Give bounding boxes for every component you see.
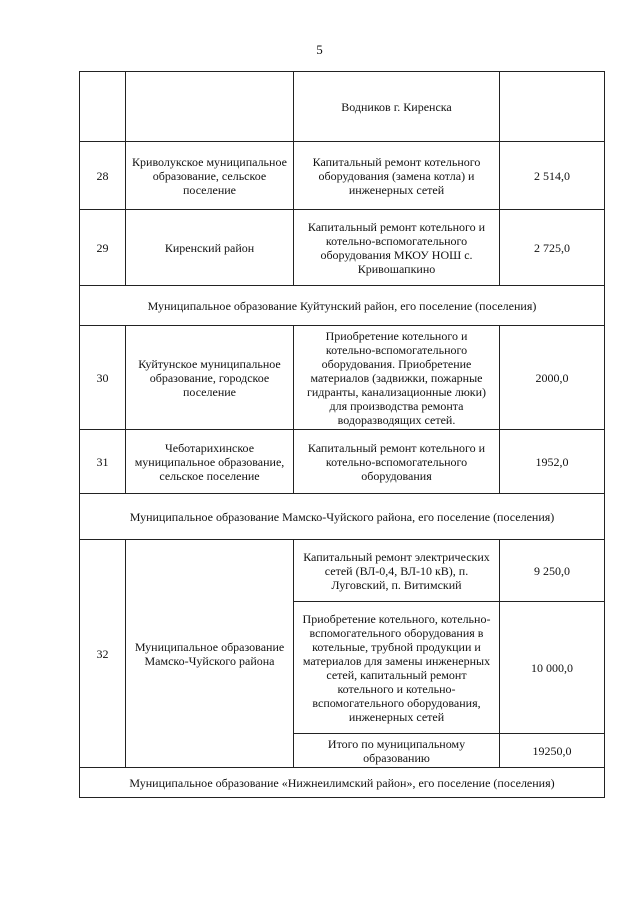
cell-work: Приобретение котельного и котельно-вспомогательного оборудования. Приобретение материалов (задвижки, пожарные гидранты, канализационные люки) для производства ремонта водоразводящих сетей. bbox=[294, 326, 500, 430]
cell-num bbox=[80, 72, 126, 142]
cell-municipality: Муниципальное образование Мамско-Чуйского района bbox=[126, 540, 294, 768]
section-row-kuitun bbox=[80, 286, 605, 326]
cell-municipality: Чеботарихинское муниципальное образование, сельское поселение bbox=[126, 430, 294, 494]
cell-municipality: Криволукское муниципальное образование, сельское поселение bbox=[126, 142, 294, 210]
cell-num: 29 bbox=[80, 210, 126, 286]
cell-total-label: Итого по муниципальному образованию bbox=[294, 734, 500, 768]
page-number: 5 bbox=[316, 42, 323, 57]
cell-num: 31 bbox=[80, 430, 126, 494]
table-row-28 bbox=[80, 142, 605, 210]
section-title: Муниципальное образование Куйтунский район, его поселение (поселения) bbox=[80, 286, 605, 326]
cell-num: 30 bbox=[80, 326, 126, 430]
section-row-nizhneilimsk bbox=[80, 768, 605, 798]
cell-municipality: Куйтунское муниципальное образование, городское поселение bbox=[126, 326, 294, 430]
table-row-31 bbox=[80, 430, 605, 494]
cell-amount bbox=[500, 72, 605, 142]
cell-amount: 2 725,0 bbox=[500, 210, 605, 286]
section-row-mama bbox=[80, 494, 605, 540]
funding-table bbox=[79, 71, 605, 798]
cell-municipality: Киренский район bbox=[126, 210, 294, 286]
cell-work: Водников г. Киренска bbox=[294, 72, 500, 142]
section-title: Муниципальное образование Мамско-Чуйского района, его поселение (поселения) bbox=[80, 494, 605, 540]
cell-work: Приобретение котельного, котельно-вспомогательного оборудования в котельные, трубной продукции и материалов для замены инженерных сетей, капитальный ремонт котельного и котельно-вспомогательного оборудования, инженерных сетей bbox=[294, 602, 500, 734]
cell-num: 28 bbox=[80, 142, 126, 210]
table-row-29 bbox=[80, 210, 605, 286]
cell-amount: 1952,0 bbox=[500, 430, 605, 494]
cell-amount: 2 514,0 bbox=[500, 142, 605, 210]
cell-work: Капитальный ремонт котельного и котельно-вспомогательного оборудования МКОУ НОШ с. Кривошапкино bbox=[294, 210, 500, 286]
cell-work: Капитальный ремонт электрических сетей (ВЛ-0,4, ВЛ-10 кВ), п. Луговский, п. Витимский bbox=[294, 540, 500, 602]
cell-num: 32 bbox=[80, 540, 126, 768]
table-row-30 bbox=[80, 326, 605, 430]
cell-work: Капитальный ремонт котельного и котельно-вспомогательного оборудования bbox=[294, 430, 500, 494]
section-title: Муниципальное образование «Нижнеилимский район», его поселение (поселения) bbox=[80, 768, 605, 798]
cell-municipality bbox=[126, 72, 294, 142]
table-row-32 bbox=[80, 540, 605, 602]
cell-amount: 9 250,0 bbox=[500, 540, 605, 602]
cell-amount: 10 000,0 bbox=[500, 602, 605, 734]
cell-work: Капитальный ремонт котельного оборудования (замена котла) и инженерных сетей bbox=[294, 142, 500, 210]
table-row-continued bbox=[80, 72, 605, 142]
cell-total-amount: 19250,0 bbox=[500, 734, 605, 768]
cell-amount: 2000,0 bbox=[500, 326, 605, 430]
